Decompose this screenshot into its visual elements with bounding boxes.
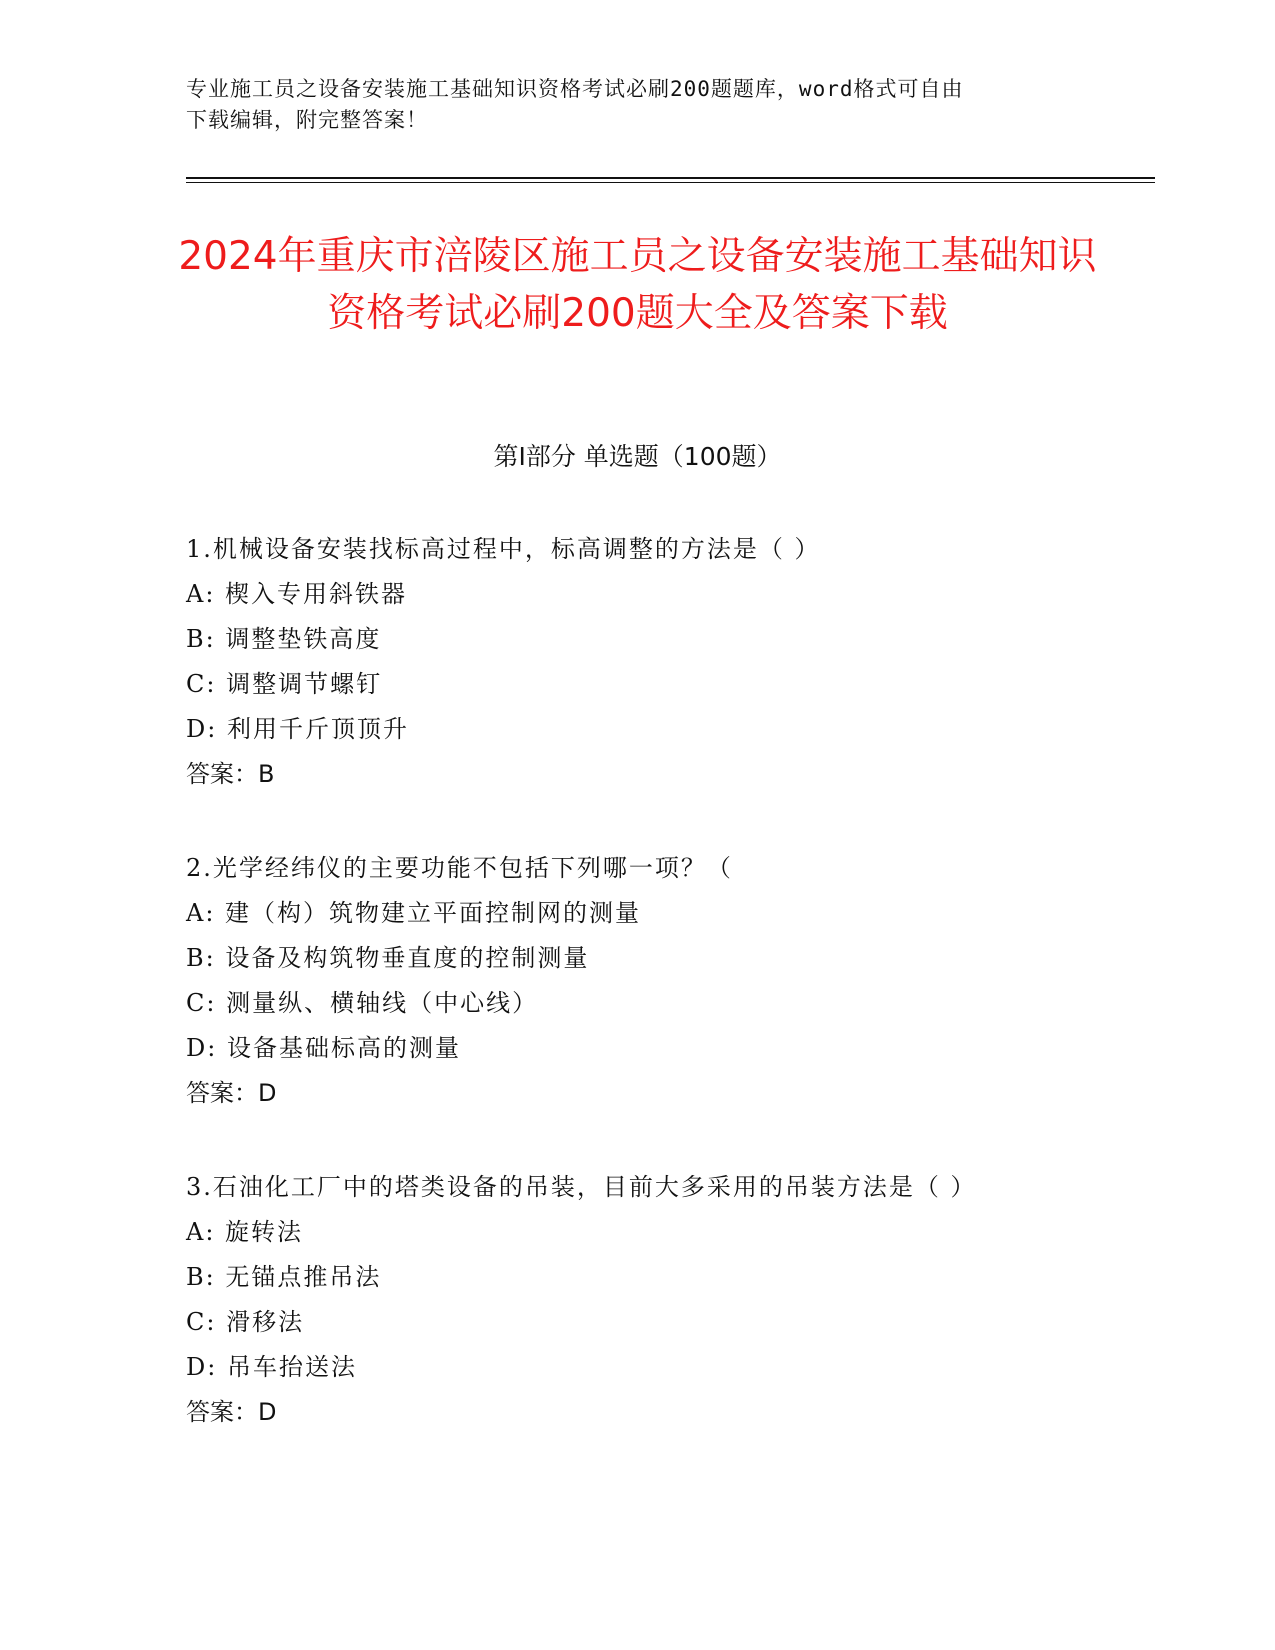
answer-line: 答案：D <box>186 1398 277 1426</box>
question-stem: 2.光学经纬仪的主要功能不包括下列哪一项？（ <box>186 854 733 882</box>
header-note-line-1: 专业施工员之设备安装施工基础知识资格考试必刷200题题库，word格式可自由 <box>186 77 964 101</box>
answer-line: 答案：B <box>186 760 275 788</box>
header-divider-thin <box>186 182 1155 183</box>
question-block <box>186 527 1146 797</box>
option-b: B: 调整垫铁高度 <box>186 625 382 653</box>
option-c: C: 测量纵、横轴线（中心线） <box>186 989 539 1017</box>
option-a: A: 建（构）筑物建立平面控制网的测量 <box>186 899 642 927</box>
document-title: 2024年重庆市涪陵区施工员之设备安装施工基础知识资格考试必刷200题大全及答案下载 <box>178 234 1097 336</box>
question-stem: 3.石油化工厂中的塔类设备的吊装，目前大多采用的吊装方法是（ ） <box>186 1173 977 1201</box>
question-block <box>186 846 1146 1116</box>
answer-line: 答案：D <box>186 1079 277 1107</box>
header-note-line-2: 下载编辑，附完整答案！ <box>186 108 428 132</box>
header-note <box>186 74 1086 136</box>
header-divider-thick <box>186 177 1155 179</box>
option-d: D: 吊车抬送法 <box>186 1353 357 1381</box>
option-d: D: 设备基础标高的测量 <box>186 1034 461 1062</box>
option-a: A: 楔入专用斜铁器 <box>186 580 408 608</box>
option-a: A: 旋转法 <box>186 1218 304 1246</box>
option-b: B: 设备及构筑物垂直度的控制测量 <box>186 944 590 972</box>
section-title: 第Ⅰ部分 单选题（100题） <box>493 442 782 471</box>
option-c: C: 滑移法 <box>186 1308 305 1336</box>
question-stem: 1.机械设备安装找标高过程中，标高调整的方法是（ ） <box>186 535 821 563</box>
option-c: C: 调整调节螺钉 <box>186 670 383 698</box>
question-block <box>186 1165 1146 1435</box>
option-d: D: 利用千斤顶顶升 <box>186 715 409 743</box>
option-b: B: 无锚点推吊法 <box>186 1263 382 1291</box>
